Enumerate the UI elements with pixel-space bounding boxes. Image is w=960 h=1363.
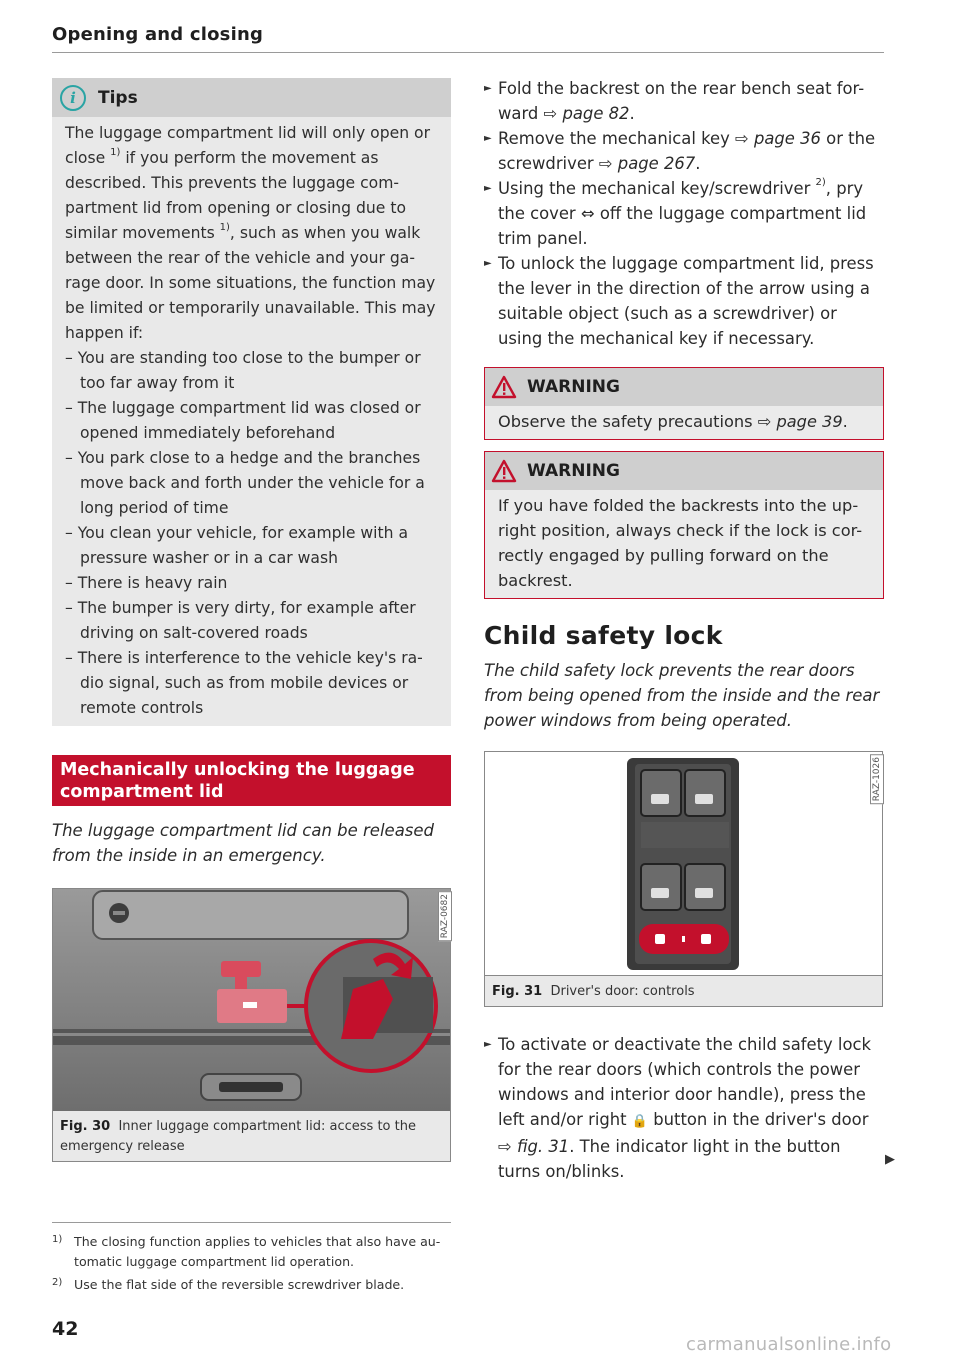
arrow-right-icon: ⇨ [498,1137,512,1156]
watermark: carmanualsonline.info [686,1334,892,1355]
door-controls-illustration [485,752,882,976]
page-link[interactable]: page 39 [771,412,843,431]
page-link[interactable]: page 82 [557,104,630,123]
tips-box [52,78,451,726]
step-pry-cover: ► Using the mechanical key/screwdriver $^{2)}$, pry the cover ⇔ off the luggage compartment lid trim panel. [484,176,884,251]
page-link[interactable]: page 36 [748,129,821,148]
footnote-mark: 1) [52,1234,63,1245]
tips-item: – You park close to a hedge and the branches move back and forth under the vehicle for a long period of time [65,449,425,517]
figure-code: RAZ-1026 [870,754,884,804]
footnote-mark: 2) [52,1277,63,1288]
page-number: 42 [52,1318,79,1340]
footnote: 1) The closing function applies to vehicles that also have au-tomatic luggage compartment lid operation. [52,1232,451,1272]
child-safety-title: Child safety lock [484,621,723,650]
warning-text: If you have folded the backrests into the up-right position, always check if the lock is cor-rectly engaged by pulling forward on the backrest. [498,496,863,590]
step-fold-backrest: ► Fold the backrest on the rear bench seat for-ward ⇨ page 82. [484,76,884,126]
figure-31 [484,751,883,1007]
tips-item: – There is heavy rain [65,574,228,592]
tips-item: – The bumper is very dirty, for example after driving on salt-covered roads [65,599,416,642]
footnotes [52,1232,451,1298]
mech-unlock-intro: The luggage compartment lid can be released from the inside in an emergency. [52,821,435,865]
tips-header [52,78,451,117]
figure-label: Fig. 30 [60,1119,111,1134]
tips-item: – You are standing too close to the bumper or too far away from it [65,349,421,392]
page-link[interactable]: page 267 [612,154,696,173]
footnote: 2) Use the flat side of the reversible screwdriver blade. [52,1275,451,1295]
warning-title: WARNING [527,461,620,481]
mech-unlock-heading: Mechanically unlocking the luggage compartment lid [52,755,451,806]
step-unlock-lid: ► To unlock the luggage compartment lid, press the lever in the direction of the arrow using a suitable object (such as a screwdriver) or using the mechanical key if necessary. [484,251,884,351]
page-header [52,24,884,53]
warning-triangle-icon [491,459,517,483]
footnote-ref[interactable]: 1) [110,147,121,158]
warning-text: Observe the safety precautions ⇨ page 39. [498,412,848,431]
tips-item: – There is interference to the vehicle key's ra-dio signal, such as from mobile devices or remote controls [65,649,423,717]
left-column [52,78,451,1162]
figure-code: RAZ-0682 [438,891,452,941]
warning-header [485,452,883,490]
arrow-right-icon: ⇨ [598,154,613,173]
tips-item: – The luggage compartment lid was closed or opened immediately beforehand [65,399,421,442]
arrow-right-icon: ⇨ [735,129,749,148]
footnote-ref[interactable]: 2) [815,177,826,188]
figure-label: Fig. 31 [492,984,543,999]
tips-body [52,117,451,721]
section-header-title: Opening and closing [52,24,264,45]
footnote-ref[interactable]: 1) [219,222,230,233]
tips-title: Tips [98,87,138,108]
child-safety-intro: The child safety lock prevents the rear doors from being opened from the inside and the rear power windows from being operated. [484,661,880,730]
warning-box [484,451,884,599]
tips-intro: The luggage compartment lid will only open or close $^{1)}$ if you perform the movement as described. This prevents the luggage com-partment lid from opening or closing due to similar movements $^{1)}$, such as when you walk between the rear of the vehicle and your ga-rage door. In some situations, the function may be limited or temporarily unavailable. This may happen if: [65,124,436,342]
right-column [484,76,884,1184]
figure-caption: Fig. 30 Inner luggage compartment lid: access to the emergency release [53,1111,450,1161]
figure-30 [52,888,451,1162]
figure-caption: Fig. 31 Driver's door: controls [485,976,882,1006]
warning-header [485,368,883,406]
pry-cover-icon: ⇔ [580,204,595,223]
figure-link[interactable]: fig. 31 [511,1137,570,1156]
arrow-right-icon: ⇨ [757,412,772,431]
tips-item: – You clean your vehicle, for example with a pressure washer or in a car wash [65,524,409,567]
warning-triangle-icon [491,375,517,399]
warning-title: WARNING [527,377,620,397]
arrow-right-icon: ⇨ [543,104,558,123]
step-child-lock: ► To activate or deactivate the child safety lock for the rear doors (which controls the power windows and interior door handle), press the left and/or right 🔒 button in the driver's door ⇨ fig. 31. The indicator light in the button turns on/blinks. [484,1032,884,1184]
continue-arrow-icon: ▶ [885,1152,895,1167]
luggage-lid-illustration [53,889,450,1111]
warning-box [484,367,884,440]
footnote-divider [52,1222,451,1223]
child-lock-icon: 🔒 [631,1114,649,1129]
info-icon: i [60,85,86,111]
step-remove-key: ► Remove the mechanical key ⇨ page 36 or the screwdriver ⇨ page 267. [484,126,884,176]
